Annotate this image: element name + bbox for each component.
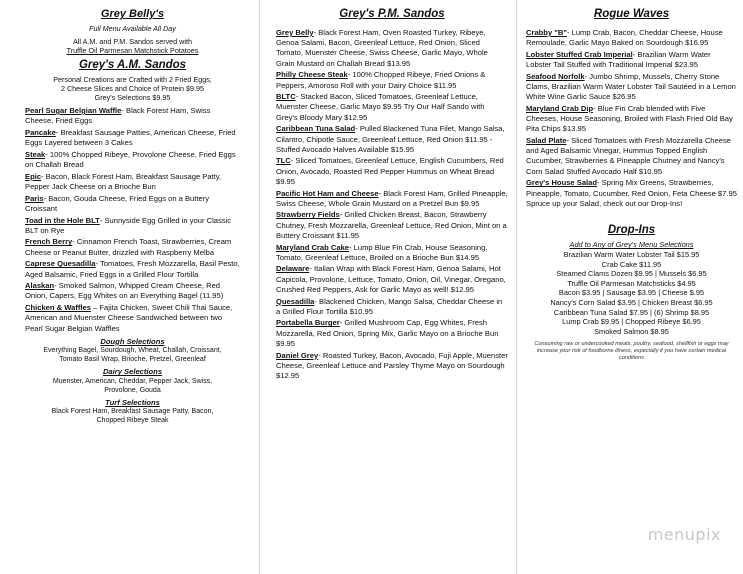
item-desc: - 100% Chopped Ribeye, Provolone Cheese, Fried Eggs on Challah Bread — [25, 149, 236, 170]
menu-item — [276, 297, 508, 317]
menu-item — [526, 178, 737, 209]
item-desc: - Sunnyside Egg Grilled in your Classic BLT on Rye — [25, 215, 232, 235]
item-desc: - Grilled Mushroom Cap, Egg Whites, Fresh Mozzarella, Red Onion, Spring Mix, Garlic Mayo on a Brioche Bun $9.95 — [276, 318, 499, 348]
item-desc: - Blue Fin Crab blended with Five Cheeses, House Seasoning, Broiled with Flash Fried Old Bay Pita Chips $13.95 — [526, 103, 733, 134]
menu-item — [526, 104, 737, 135]
item-name: Pancake — [25, 127, 56, 137]
served-note-line2: Truffle Oil Parmesan Matchstick Potatoes — [66, 46, 199, 55]
item-desc: - Roasted Turkey, Bacon, Avocado, Fuji Apple, Muenster Cheese, Greenleaf Lettuce and Parsley Thyme Mayo on Sourdough $12.95 — [276, 350, 508, 380]
menu-item — [25, 194, 240, 214]
dropin-item: Bacon $3.95 | Sausage $3.95 | Cheese $.95 — [558, 288, 705, 298]
item-name: Maryland Crab Cake — [276, 242, 350, 252]
menu-item — [276, 124, 508, 155]
am-column — [0, 0, 246, 574]
dough-options-1: Everything Bagel, Sourdough, Wheat, Challah, Croissant, — [43, 347, 222, 355]
menu-item — [526, 72, 737, 103]
item-name: Portabella Burger — [276, 318, 340, 328]
item-name: Paris — [25, 193, 44, 203]
menu-item — [276, 156, 508, 187]
dropin-item: Truffle Oil Parmesan Matchsticks $4.95 — [567, 278, 696, 288]
item-name: Epic — [25, 171, 42, 181]
dropin-item: Brazilian Warm Water Lobster Tail $15.95 — [563, 250, 700, 260]
item-name: Strawberry Fields — [276, 210, 340, 220]
item-desc: – Fajita Chicken, Sweet Chili Thai Sauce, American and Muenster Cheese Sandwiched between two Pearl Sugar Belgian Waffles — [25, 303, 233, 333]
item-desc: - Stacked Bacon, Sliced Tomatoes, Greenleaf Lettuce, Muenster Cheese, Garlic Mayo $9.95 Try Our Half Sando with Grey's Bloody Mary $12.95 — [276, 92, 485, 122]
dropin-item: Smoked Salmon $8.95 — [594, 326, 669, 336]
menu-item — [25, 150, 240, 170]
item-desc: - Bacon, Black Forest Ham, Breakfast Sausage Patty, Pepper Jack Cheese on a Brioche Bun — [25, 171, 222, 191]
dough-title: Dough Selections — [100, 336, 165, 346]
item-name: Maryland Crab Dip — [526, 103, 594, 113]
item-name: Grey's House Salad — [526, 178, 598, 188]
item-desc: - Smoked Salmon, Whipped Cream Cheese, Red Onion, Capers, Egg Whites on an Everything Bagel (11.95) — [25, 281, 224, 301]
dropin-item: Caribbean Tuna Salad $7.95 | (6) Shrimp $8.95 — [553, 307, 710, 317]
item-name: Pearl Sugar Belgian Waffle — [25, 106, 122, 115]
column-divider — [259, 0, 260, 574]
restaurant-title: Grey Belly's — [100, 8, 165, 20]
turf-options-2: Chopped Ribeye Steak — [96, 417, 169, 425]
item-desc: - 100% Chopped Ribeye, Fried Onions & Peppers, Amoroso Roll with your Dairy Choice $11.95 — [276, 70, 486, 90]
item-name: Lobster Stuffed Crab Imperial — [526, 49, 633, 59]
dropins-subtitle: Add to Any of Grey's Menu Selections — [569, 240, 694, 250]
dropin-item: Steamed Clams Dozen $9.95 | Mussels $6.95 — [556, 269, 707, 279]
menu-item — [276, 28, 508, 69]
menu-item — [526, 136, 737, 177]
item-desc: - Cinnamon French Toast, Strawberries, Cream Cheese or Peanut Butter, drizzled with Raspberry Melba — [25, 237, 232, 257]
item-desc: - Italian Wrap with Black Forest Ham, Genoa Salami, Hot Capicola, Provolone, Lettuce, Tomato, Onion, Oil, Vinegar, Oregano, Crushed Red Peppers, Ask for Garlic Mayo as well! $12.95 — [276, 264, 506, 294]
menu-item — [25, 237, 240, 257]
menu-item — [276, 243, 508, 263]
item-name: Caprese Quesadilla — [25, 259, 96, 269]
dropin-item: Nancy's Corn Salad $3.95 | Chicken Breast $6.95 — [550, 298, 713, 308]
menu-item — [276, 92, 508, 123]
availability-note: Full Menu Available All Day — [89, 24, 176, 33]
am-note-2: 2 Cheese Slices and Choice of Protein $9.95 — [60, 84, 205, 93]
dough-options-2: Tomato Basil Wrap, Brioche, Pretzel, Greenleaf — [59, 356, 206, 364]
dairy-title: Dairy Selections — [102, 367, 163, 377]
menu-item — [276, 264, 508, 295]
item-name: Delaware — [276, 264, 310, 274]
menu-item — [25, 106, 240, 126]
menu-item — [276, 70, 508, 90]
menu-item — [276, 210, 508, 241]
am-note-1: Personal Creations are Crafted with 2 Fried Eggs, — [53, 75, 212, 84]
item-desc: - Bacon, Gouda Cheese, Fried Eggs on a Buttery Croissant — [25, 193, 210, 213]
item-desc: - Blackened Chicken, Mango Salsa, Cheddar Cheese in a Grilled Flour Tortilla $10.95 — [276, 296, 503, 316]
dropins-title: Drop-Ins — [607, 224, 656, 237]
seafood-column — [522, 0, 743, 574]
dairy-options-1: Muenster, American, Cheddar, Pepper Jack, Swiss, — [52, 377, 213, 385]
item-name: Seafood Norfolk — [526, 71, 585, 81]
menu-item — [25, 281, 240, 301]
item-name: Daniel Grey — [276, 350, 319, 360]
item-name: Chicken & Waffles — [25, 303, 91, 313]
item-name: Crabby "B" — [526, 28, 567, 37]
item-desc: - Pulled Blackened Tuna Filet, Mango Salsa, Cilantro, Chipotle Sauce, Greenleaf Lettuce, Red Onion $11.95 - Stuffed Avocado Halves Available $15.95 — [276, 124, 505, 154]
item-desc: - Spring Mix Greens, Strawberries, Pineapple, Tomato, Cucumber, Red Onion, Feta Cheese $7.95 Spruce up your Salad, check out our Drop-Ins! — [526, 178, 737, 208]
menu-item — [526, 50, 737, 70]
item-desc: - Sliced Tomatoes, Greenleaf Lettuce, English Cucumbers, Red Onion, Avocado, Roasted Red Pepper Hummus on Wheat Bread $9.95 — [276, 156, 504, 186]
item-name: Steak — [25, 149, 46, 159]
item-name: Alaskan — [25, 281, 55, 291]
rogue-waves-title: Rogue Waves — [593, 8, 670, 20]
menu-item — [25, 259, 240, 279]
food-safety-disclaimer: Consuming raw or undercooked meats, poultry, seafood, shellfish or eggs may increase your risk of foodborne illness, especially if you have certain medical conditions — [534, 341, 729, 361]
item-name: TLC — [276, 156, 291, 166]
item-name: BLTC — [276, 92, 296, 102]
item-desc: - Brazilian Warm Water Lobster Tail Stuffed with Traditional Imperial $23.95 — [526, 49, 711, 70]
item-desc: - Black Forest Ham, Grilled Pineapple, Swiss Cheese, Whole Grain Mustard on a Pretzel Bun $9.95 — [276, 188, 508, 208]
item-name: Toad in the Hole BLT — [25, 215, 100, 225]
dairy-options-2: Provolone, Gouda — [104, 386, 161, 394]
dropin-item: Crab Cake $11.95 — [601, 259, 662, 269]
menu-item — [526, 28, 737, 48]
item-name: Salad Plate — [526, 136, 567, 146]
item-desc: - Breakfast Sausage Patties, American Cheese, Fried Eggs Layered between 3 Cakes — [25, 127, 236, 148]
item-desc: - Lump Blue Fin Crab, House Seasoning, Tomato, Greenleaf Lettuce, Broiled on a Brioche Bun $14.95 — [276, 242, 488, 262]
item-name: French Berry — [25, 237, 73, 247]
item-desc: - Black Forest Ham, Swiss Cheese, Fried Eggs — [25, 106, 211, 126]
menu-item — [25, 128, 240, 148]
menu-item — [25, 172, 240, 192]
item-desc: - Black Forest Ham, Oven Roasted Turkey, Ribeye, Genoa Salami, Bacon, Greenleaf Lettuce, Red Onion, Sliced Tomato, Muenster Cheese, Swiss Cheese, Garlic Mayo, Whole Grain Mustard on Challah Bread $13.95 — [276, 28, 488, 68]
column-divider — [516, 0, 517, 574]
menu-item — [25, 303, 240, 334]
item-name: Quesadilla — [276, 296, 315, 306]
menu-item — [276, 318, 508, 349]
menu-item — [276, 189, 508, 209]
pm-section-title: Grey's P.M. Sandos — [339, 8, 445, 20]
served-note-line1: All A.M. and P.M. Sandos served with — [73, 37, 192, 46]
watermark: menupix — [647, 525, 721, 544]
turf-options-1: Black Forest Ham, Breakfast Sausage Patty, Bacon, — [51, 408, 214, 416]
item-name: Pacific Hot Ham and Cheese — [276, 188, 379, 198]
am-note-3: Grey's Selections $9.95 — [94, 93, 171, 102]
item-desc: - Tomatoes, Fresh Mozzarella, Basil Pesto, Aged Balsamic, Fried Eggs in a Grilled Flour Tortilla — [25, 259, 240, 279]
item-desc: - Jumbo Shrimp, Mussels, Cherry Stone Clams, Brazilian Warm Water Lobster Tail Sautéed in a Lemon White Wine Garlic Sauce $26.95 — [526, 71, 736, 102]
item-desc: - Lump Crab, Bacon, Cheddar Cheese, House Remoulade, Garlic Mayo Baked on Sourdough $16.95 — [526, 28, 723, 48]
item-name: Caribbean Tuna Salad — [276, 124, 356, 134]
am-section-title: Grey's A.M. Sandos — [78, 59, 187, 71]
dropin-item: Lump Crab $9.95 | Chopped Ribeye $6.95 — [562, 317, 701, 327]
item-desc: - Sliced Tomatoes with Fresh Mozzarella Cheese and Aged Balsamic Vinegar, Hummus Topped English Cucumber, Strawberries & Pineapple Chutney and Nancy's Corn Salad Stuffed Avocado Half $10.95 — [526, 136, 731, 176]
menu-item — [25, 216, 240, 236]
menu-item — [276, 351, 508, 382]
turf-title: Turf Selections — [105, 397, 160, 407]
item-name: Philly Cheese Steak — [276, 70, 348, 80]
item-name: Grey Belly — [276, 28, 314, 37]
item-desc: - Grilled Chicken Breast, Bacon, Strawberry Chutney, Fresh Mozzarella, Greenleaf Lettuce, Red Onion, Mint on a Buttery Croissant $11.95 — [276, 210, 507, 240]
pm-column — [272, 0, 512, 574]
